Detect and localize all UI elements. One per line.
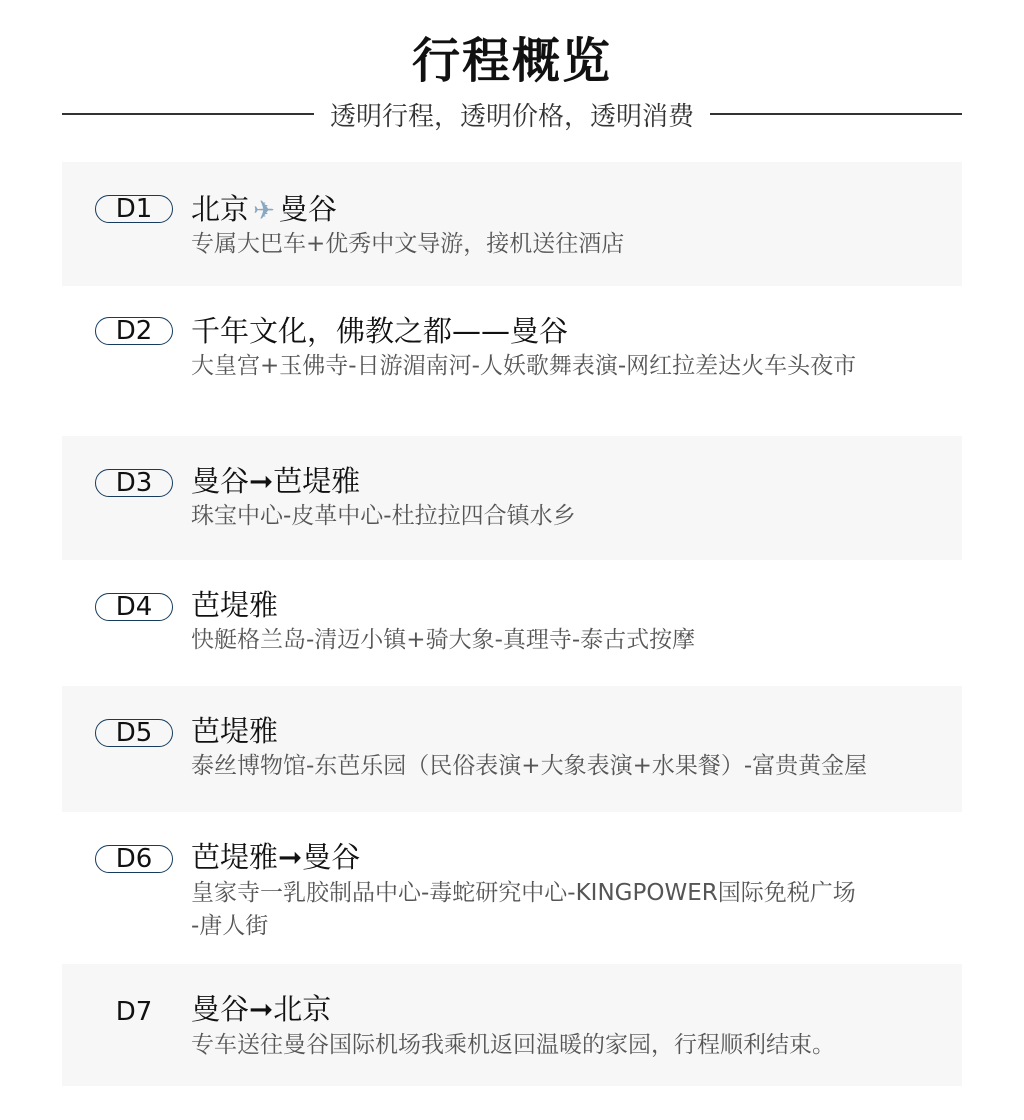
day-2-desc: 大皇宫+玉佛寺-日游湄南河-人妖歌舞表演-网红拉差达火车头夜市 [191, 353, 857, 379]
day-2-title: 千年文化，佛教之都——曼谷 [191, 314, 569, 348]
subtitle-divider-left [62, 113, 314, 115]
day-1-title-to: 曼谷 [278, 192, 337, 226]
day-3-title: 曼谷➞芭堤雅 [191, 464, 361, 498]
day-6-card [62, 812, 962, 964]
day-3-card [62, 436, 962, 560]
day-4-desc: 快艇格兰岛-清迈小镇+骑大象-真理寺-泰古式按摩 [191, 627, 696, 653]
subtitle-row [62, 94, 962, 134]
day-4-card [62, 560, 962, 686]
day-4-title: 芭堤雅 [191, 588, 279, 622]
day-1-title [191, 191, 337, 229]
day-6-desc-line-2: -唐人街 [191, 913, 269, 939]
page-title: 行程概览 [411, 33, 612, 89]
day-5-badge: D5 [95, 719, 173, 747]
day-5-desc: 泰丝博物馆-东芭乐园（民俗表演+大象表演+水果餐）-富贵黄金屋 [191, 753, 868, 779]
day-5-title: 芭堤雅 [191, 714, 279, 748]
day-7-title: 曼谷➞北京 [191, 992, 332, 1026]
day-1-desc: 专属大巴车+优秀中文导游，接机送往酒店 [191, 231, 625, 257]
day-2-card [62, 286, 962, 436]
day-7-card [62, 964, 962, 1086]
day-5-card [62, 686, 962, 812]
day-2-badge: D2 [95, 317, 173, 345]
day-7-badge: D7 [115, 997, 153, 1027]
day-1-badge: D1 [95, 195, 173, 223]
day-1-card [62, 162, 962, 286]
day-7-desc: 专车送往曼谷国际机场我乘机返回温暖的家园，行程顺利结束。 [191, 1032, 835, 1058]
day-6-badge: D6 [95, 845, 173, 873]
day-1-title-from: 北京 [191, 192, 250, 226]
day-4-badge: D4 [95, 593, 173, 621]
day-3-desc: 珠宝中心-皮革中心-杜拉拉四合镇水乡 [191, 503, 576, 529]
subtitle-divider-right [710, 113, 962, 115]
day-6-title: 芭堤雅➞曼谷 [191, 840, 361, 874]
plane-icon: ✈ [253, 196, 275, 226]
day-6-desc-line-1: 皇家寺一乳胶制品中心-毒蛇研究中心-KINGPOWER国际免税广场 [191, 880, 856, 906]
day-3-badge: D3 [95, 469, 173, 497]
page-subtitle: 透明行程，透明价格，透明消费 [330, 101, 695, 132]
